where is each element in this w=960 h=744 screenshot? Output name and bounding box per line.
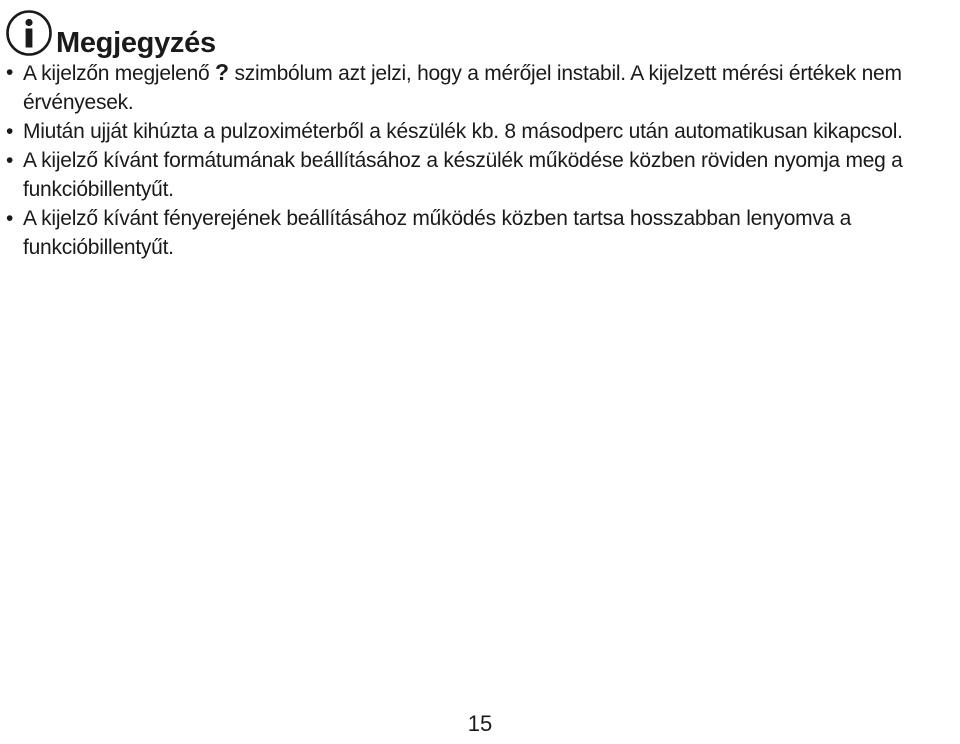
list-item [6,146,956,204]
note-bullet-list [6,58,956,262]
list-item-text: A kijelző kívánt fényerejének beállításához működés közben tartsa hosszabban lenyomva a funkcióbillentyűt. [23,207,852,259]
bullet-marker: • [6,207,14,230]
note-title: Megjegyzés [56,27,216,59]
bullet-marker: • [6,149,14,172]
list-item-text-after: szimbólum azt jelzi, hogy a mérőjel instabil. A kijelzett mérési értékek nem érvényesek. [23,62,902,114]
bullet-marker: • [6,120,14,143]
info-icon [6,10,52,56]
list-item [6,204,956,262]
unstable-signal-icon: ? [215,59,229,85]
list-item-text: Miután ujját kihúzta a pulzoximéterből a készülék kb. 8 másodperc után automatikusan kikapcsol. [23,120,903,143]
list-item-text [23,58,956,117]
note-header [6,4,216,59]
list-item-text: A kijelző kívánt formátumának beállításához a készülék működése közben röviden nyomja meg a funkcióbillentyűt. [23,149,903,201]
list-item-text-before: A kijelzőn megjelenő [23,62,216,85]
list-item [6,117,956,146]
list-item [6,58,956,117]
bullet-marker: • [6,61,14,84]
page-number: 15 [467,711,493,736]
